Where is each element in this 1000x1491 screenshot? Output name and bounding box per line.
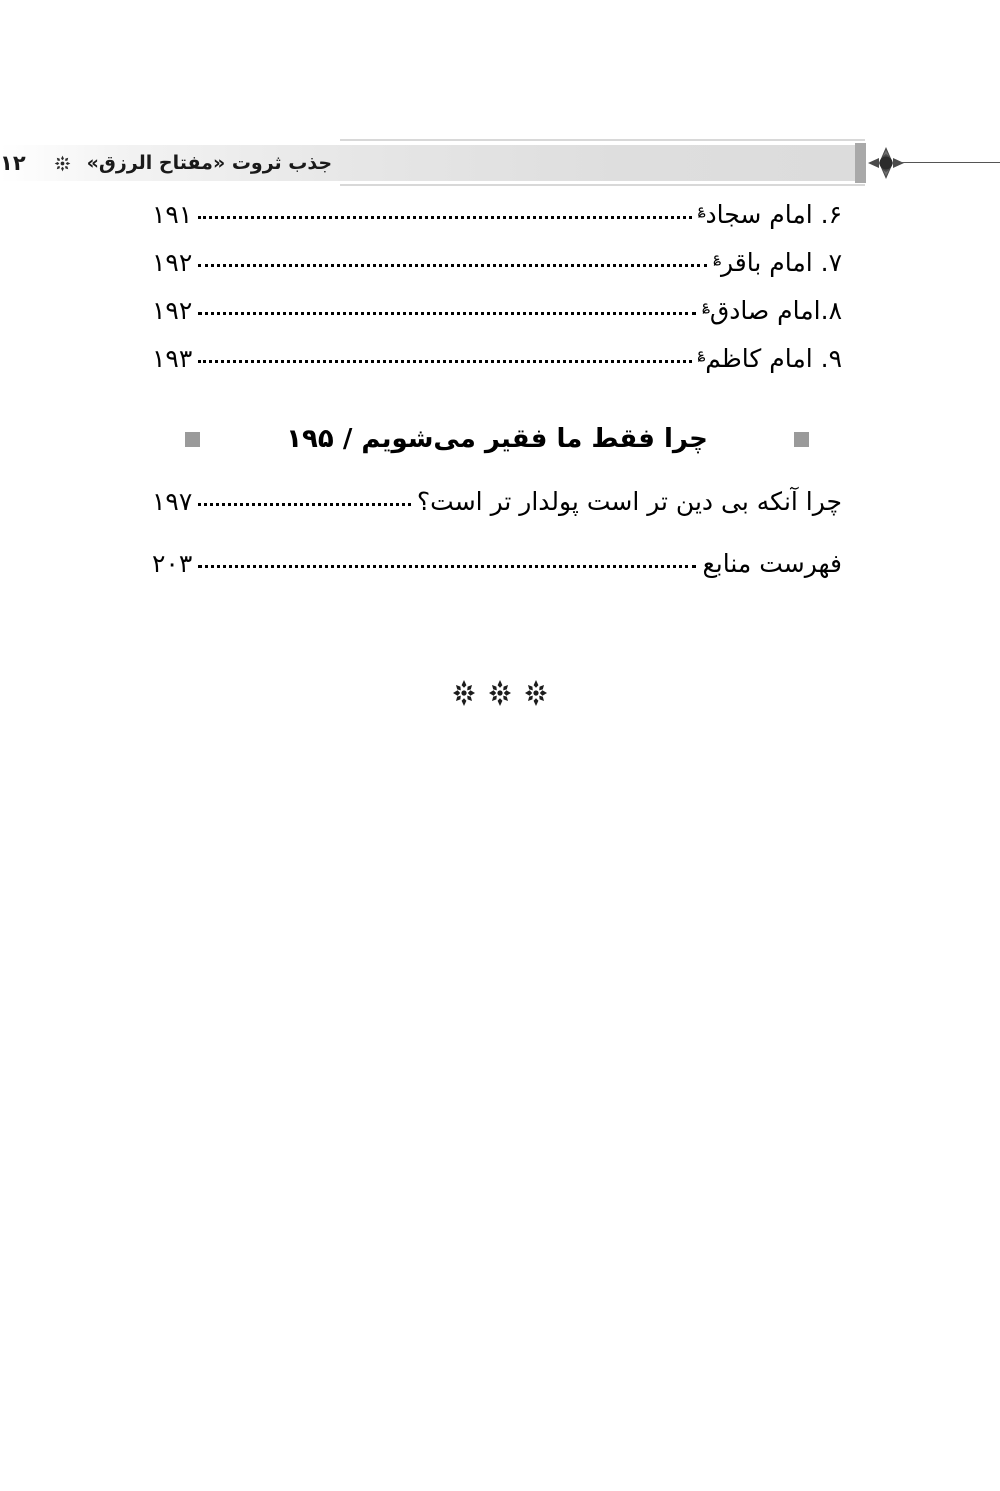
toc-entry-label: فهرست منابع (702, 549, 842, 578)
toc-entry[interactable] (152, 248, 842, 296)
floral-star-ornament-icon (489, 680, 511, 706)
running-header (0, 0, 1000, 200)
section-end-ornament-group (0, 680, 1000, 706)
honorific-symbol: ؏ (713, 250, 721, 266)
toc-entry-label: ۶. امام سجاد؏ (697, 200, 842, 229)
toc-leader-dots (198, 312, 696, 315)
toc-entry[interactable] (152, 344, 842, 392)
toc-entry-page: ۱۹۳ (152, 344, 193, 373)
header-content (0, 145, 865, 181)
toc-entry[interactable] (152, 200, 842, 248)
toc-entry[interactable] (152, 487, 842, 549)
header-rule-bottom (340, 184, 865, 186)
toc-entry-page: ۱۹۱ (152, 200, 193, 229)
chapter-marker-square-right (794, 432, 809, 447)
header-page-number: ۱۲ (0, 150, 26, 175)
header-rule-tail (900, 162, 1000, 163)
honorific-symbol: ؏ (697, 202, 706, 218)
toc-entry-page: ۱۹۷ (152, 487, 193, 516)
toc-leader-dots (198, 503, 411, 506)
floral-star-ornament-icon (525, 680, 547, 706)
toc-entry-label: ۸.امام صادق؏ (702, 296, 842, 325)
toc-leader-dots (198, 360, 691, 363)
toc-leader-dots (198, 264, 707, 267)
toc-entry-label: ۹. امام کاظم؏ (697, 344, 842, 373)
toc-entry[interactable] (152, 296, 842, 344)
diamond-ornament-icon (866, 144, 906, 182)
floral-star-ornament-icon (453, 680, 475, 706)
honorific-symbol: ؏ (702, 298, 710, 314)
header-rule-top (340, 139, 865, 141)
toc-lower-list (152, 487, 842, 611)
chapter-marker-square-left (185, 432, 200, 447)
toc-upper-list (152, 200, 842, 392)
honorific-symbol: ؏ (697, 346, 706, 362)
toc-entry-label: ۷. امام باقر؏ (713, 248, 842, 277)
flower-ornament-icon (54, 155, 71, 172)
toc-entry-page: ۱۹۲ (152, 296, 193, 325)
toc-entry-page: ۲۰۳ (152, 549, 193, 578)
toc-leader-dots (198, 216, 692, 219)
header-edge-tab (855, 143, 866, 183)
toc-entry-label: چرا آنکه بی دین تر است پولدار تر است؟ (416, 487, 842, 516)
chapter-heading-title[interactable]: چرا فقط ما فقیر می‌شویم / ۱۹۵ (286, 424, 708, 454)
toc-leader-dots (198, 565, 696, 568)
toc-entry-page: ۱۹۲ (152, 248, 193, 277)
toc-entry[interactable] (152, 549, 842, 611)
header-book-title: جذب ثروت «مفتاح الرزق» (86, 151, 333, 174)
chapter-heading (152, 424, 842, 455)
